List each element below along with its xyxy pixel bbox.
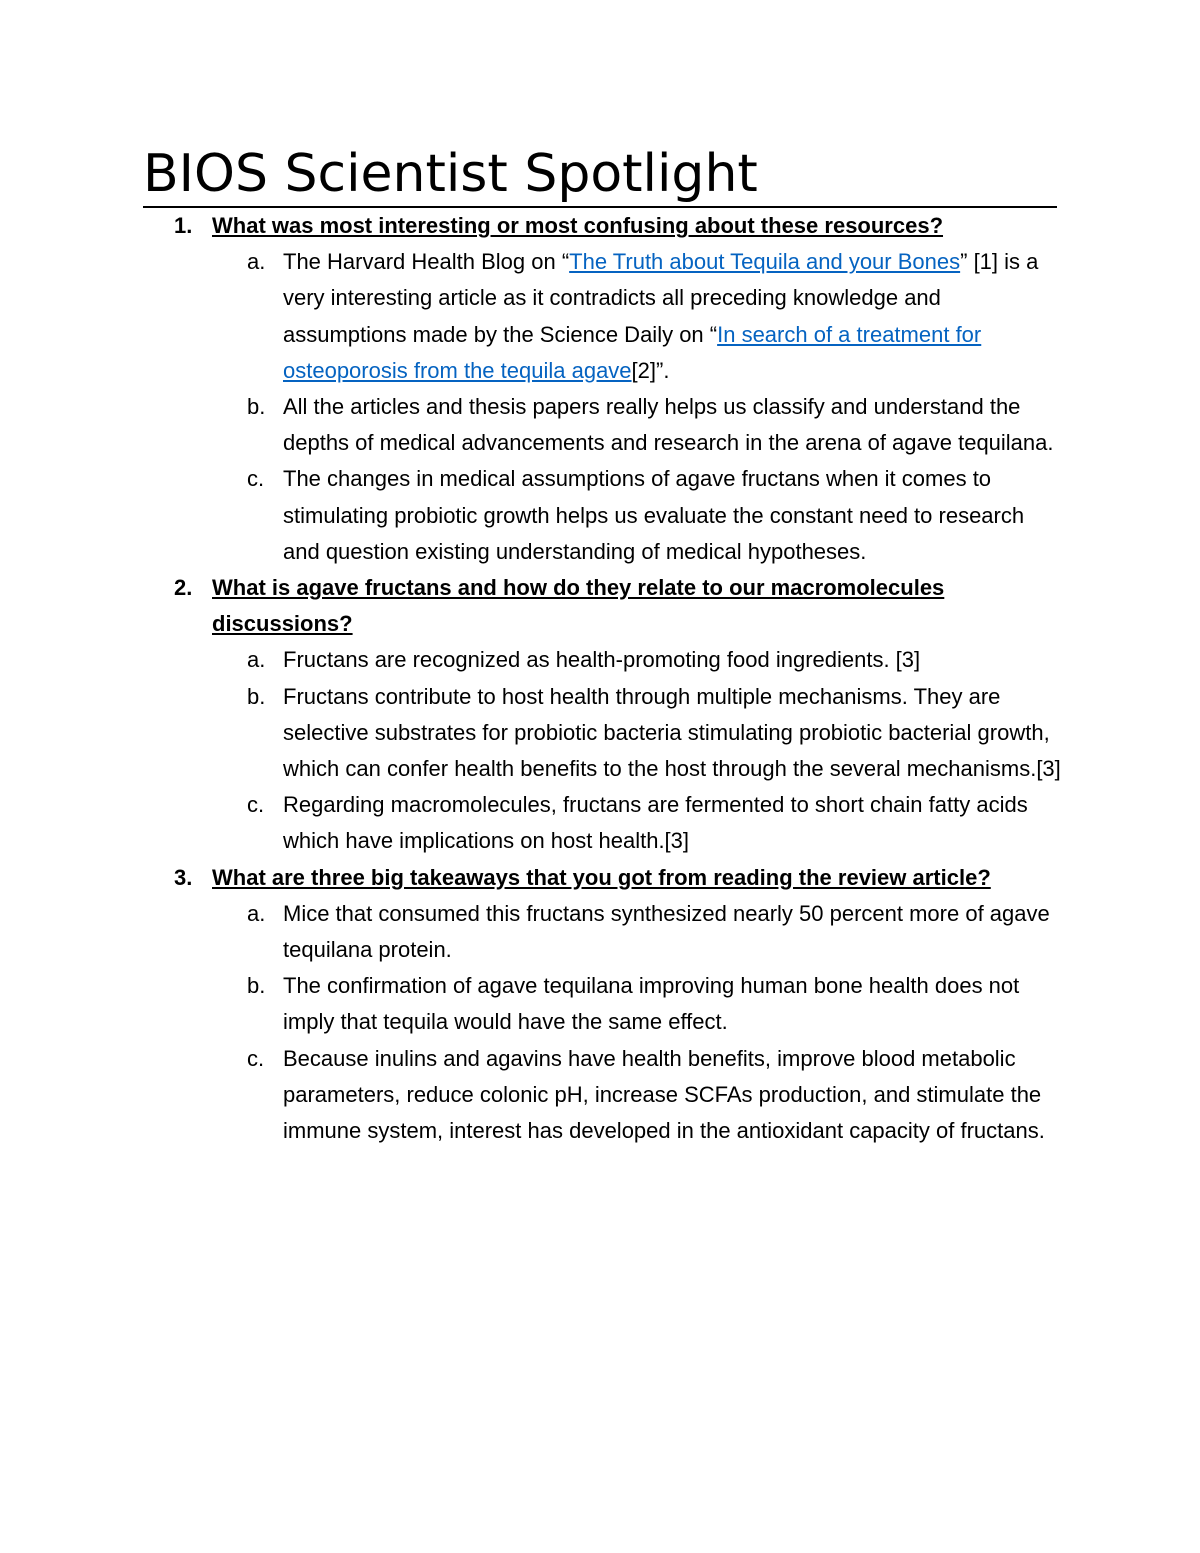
answer-letter: c. bbox=[247, 466, 265, 492]
answer-item bbox=[212, 389, 1063, 461]
answer-text: All the articles and thesis papers really helps us classify and understand the depths of medical advancements and research in the arena of agave tequilana. bbox=[283, 394, 1054, 456]
answer-text bbox=[283, 249, 1038, 383]
question-text: What was most interesting or most confusing about these resources? bbox=[212, 213, 944, 238]
answer-item bbox=[212, 244, 1063, 389]
answer-letter: c. bbox=[247, 1045, 265, 1071]
answer-item bbox=[212, 679, 1063, 788]
answer-letter: a. bbox=[247, 900, 266, 926]
answer-text: Fructans contribute to host health through multiple mechanisms. They are selective substrates for probiotic bacteria stimulating probiotic bacterial growth, which can confer health benefits to the host through the several mechanisms.[3] bbox=[283, 683, 1061, 782]
answer-list bbox=[212, 896, 1063, 1149]
answer-text: The changes in medical assumptions of agave fructans when it comes to stimulating probiotic growth helps us evaluate the constant need to research and question existing understanding of medical hypotheses. bbox=[283, 466, 1025, 564]
answer-text: Mice that consumed this fructans synthesized nearly 50 percent more of agave tequilana protein. bbox=[283, 900, 1050, 963]
question-2 bbox=[143, 570, 1063, 860]
question-text: What is agave fructans and how do they relate to our macromolecules discussions? bbox=[212, 575, 945, 637]
answer-text-part: ” [1] is a very interesting article as it contradicts all preceding knowledge and assumptions made by the Science Daily on “ bbox=[283, 249, 1039, 347]
question-number: 2. bbox=[174, 575, 193, 601]
answer-letter: a. bbox=[247, 249, 266, 275]
answer-letter: b. bbox=[247, 973, 266, 999]
answer-item bbox=[212, 642, 1063, 678]
question-list bbox=[143, 208, 1063, 1149]
answer-text-part: The Harvard Health Blog on “ bbox=[283, 249, 570, 275]
answer-letter: b. bbox=[247, 683, 266, 709]
answer-item bbox=[212, 787, 1063, 859]
answer-text: Regarding macromolecules, fructans are fermented to short chain fatty acids which have implications on host health.[3] bbox=[283, 792, 1028, 854]
answer-item bbox=[212, 1041, 1063, 1150]
answer-list bbox=[212, 642, 1063, 859]
answer-text: Because inulins and agavins have health benefits, improve blood metabolic parameters, reduce colonic pH, increase SCFAs production, and stimulate the immune system, interest has developed in the antioxidant capacity of fructans. bbox=[283, 1045, 1045, 1144]
question-number: 3. bbox=[174, 864, 193, 890]
harvard-health-link[interactable]: The Truth about Tequila and your Bones bbox=[569, 249, 961, 275]
question-number: 1. bbox=[174, 213, 193, 238]
page-title: BIOS Scientist Spotlight bbox=[143, 144, 758, 204]
question-text: What are three big takeaways that you got from reading the review article? bbox=[212, 864, 991, 890]
answer-letter: b. bbox=[247, 394, 266, 420]
science-daily-link[interactable]: In search of a treatment for osteoporosis from the tequila agave bbox=[283, 321, 982, 383]
answer-item bbox=[212, 461, 1063, 570]
answer-item bbox=[212, 896, 1063, 968]
answer-text: Fructans are recognized as health-promoting food ingredients. [3] bbox=[283, 647, 921, 673]
answer-text: The confirmation of agave tequilana improving human bone health does not imply that tequila would have the same effect. bbox=[283, 973, 1020, 1035]
answer-letter: c. bbox=[247, 792, 265, 818]
answer-letter: a. bbox=[247, 647, 266, 673]
answer-list bbox=[212, 244, 1063, 570]
question-1 bbox=[143, 208, 1063, 570]
answer-text-part: [2]”. bbox=[631, 357, 670, 383]
answer-item bbox=[212, 968, 1063, 1040]
question-3 bbox=[143, 860, 1063, 1150]
